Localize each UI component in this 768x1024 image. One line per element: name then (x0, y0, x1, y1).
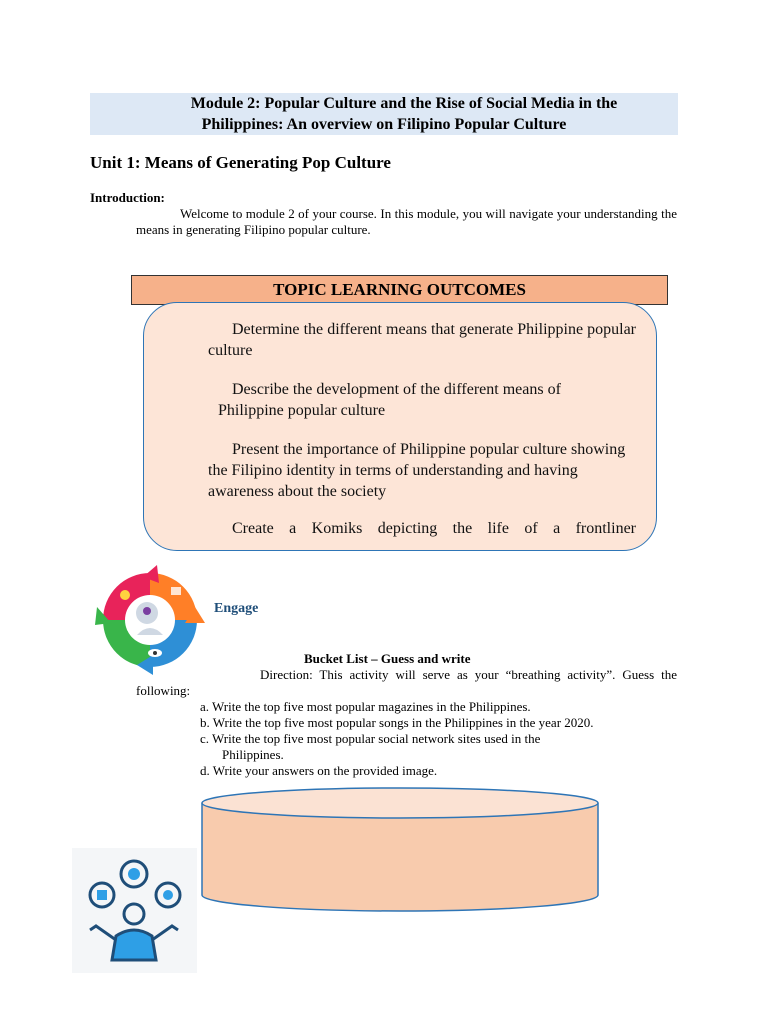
outcome-item: Create a Komiks depicting the life of a frontliner (232, 520, 636, 537)
outcomes-box (143, 302, 657, 551)
list-item: c. Write the top five most popular social network sites used in the (200, 731, 541, 746)
introduction-text: Welcome to module 2 of your course. In this module, you will navigate your understanding the means in generating Filipino popular culture. (136, 206, 677, 237)
list-item: d. Write your answers on the provided image. (200, 763, 438, 778)
outcomes-header: TOPIC LEARNING OUTCOMES (131, 275, 668, 305)
activity-list (200, 699, 594, 779)
list-item: b. Write the top five most popular songs in the Philippines in the year 2020. (200, 715, 594, 730)
activity-title: Bucket List – Guess and write (304, 651, 471, 666)
module-title-line2: Philippines: An overview on Filipino Popular Culture (201, 116, 567, 133)
list-item: Philippines. (222, 747, 284, 762)
person-thinking-icon (72, 848, 197, 973)
introduction-label: Introduction: (90, 190, 165, 205)
answer-bucket[interactable] (200, 785, 600, 917)
list-item: a. Write the top five most popular magazines in the Philippines. (200, 699, 531, 714)
outcome-item: Present the importance of Philippine popular culture showing the Filipino identity in terms of understanding and having awareness about the society (208, 441, 626, 500)
engage-label: Engage (214, 601, 259, 616)
unit-title: Unit 1: Means of Generating Pop Culture (90, 153, 391, 172)
module-title-line1: Module 2: Popular Culture and the Rise of Social Media in the (190, 95, 618, 112)
activity-direction: Direction: This activity will serve as your “breathing activity”. Guess the following: (136, 667, 677, 698)
engage-cycle-icon (95, 565, 205, 675)
outcome-item: Determine the different means that generate Philippine popular culture (208, 321, 636, 359)
outcome-item: Describe the development of the different means of Philippine popular culture (218, 381, 561, 419)
